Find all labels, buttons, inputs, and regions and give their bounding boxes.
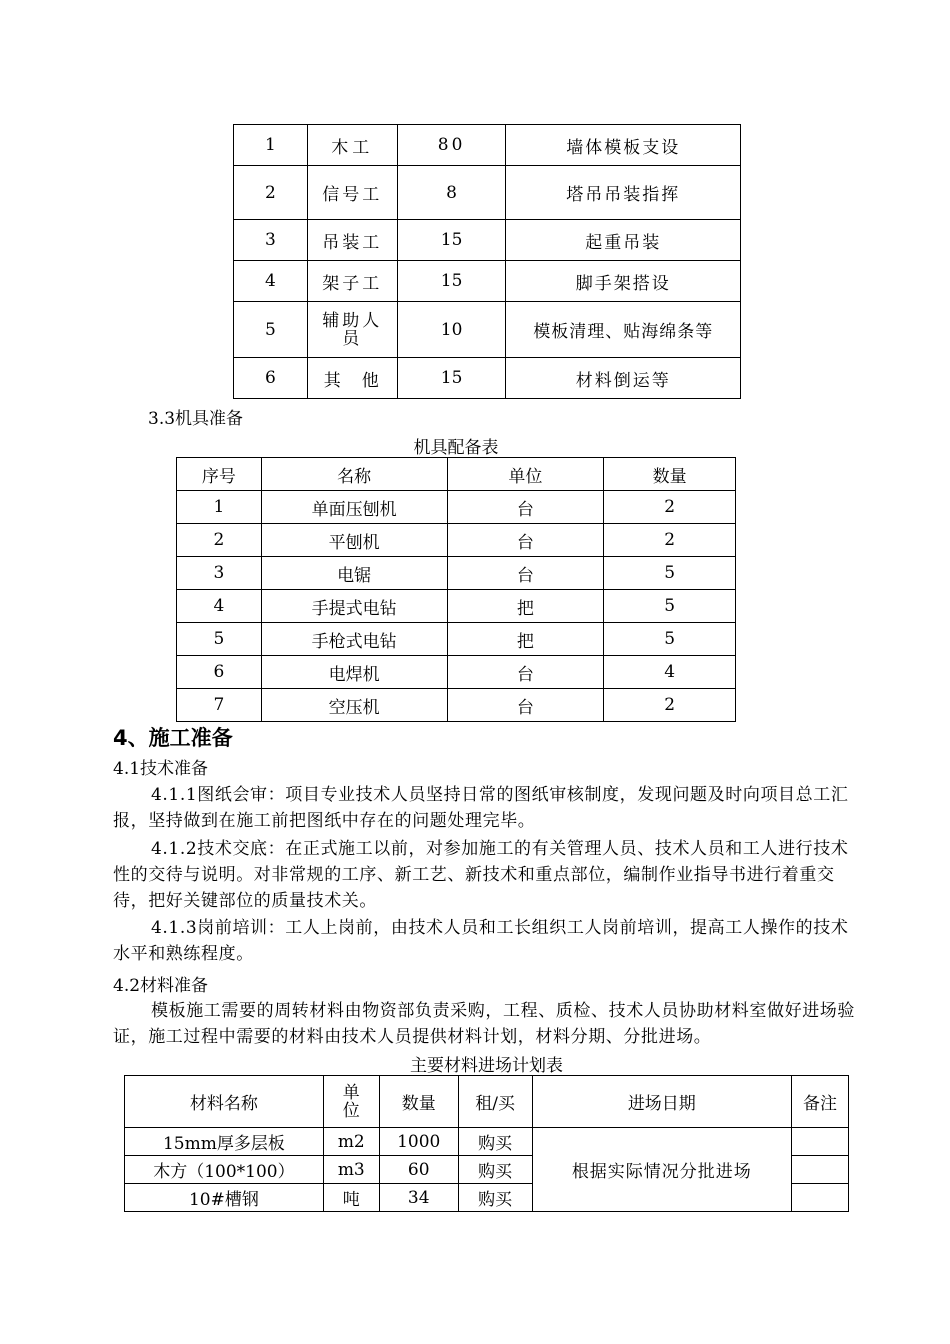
material-rent-buy: 购买: [458, 1156, 532, 1184]
material-unit: 吨: [323, 1184, 379, 1212]
table-row: [177, 557, 736, 590]
paragraph-4-1-2: 4.1.2技术交底：在正式施工以前，对参加施工的有关管理人员、技术人员和工人进行技术性的交待与说明。对非常规的工序、新工艺、新技术和重点部位，编制作业指导书进行着重交待，把好关键部位的质量技术关。: [113, 839, 849, 911]
labor-table: [233, 124, 741, 399]
equip-no: 5: [177, 623, 262, 656]
material-qty: 60: [379, 1156, 458, 1184]
table-row: [177, 590, 736, 623]
equip-unit: 台: [447, 689, 604, 722]
section-4-1-heading: 4.1技术准备: [113, 759, 209, 779]
table-header-row: [125, 1076, 849, 1128]
table-row: [177, 623, 736, 656]
material-name: 10#槽钢: [125, 1184, 324, 1212]
table-row: [234, 261, 741, 302]
equip-name: 电锯: [261, 557, 447, 590]
equip-qty: 2: [604, 491, 736, 524]
equip-no: 7: [177, 689, 262, 722]
equip-no: 2: [177, 524, 262, 557]
header-qty: 数量: [379, 1076, 458, 1128]
labor-task: 塔吊吊装指挥: [506, 166, 741, 220]
labor-count: 15: [397, 220, 506, 261]
labor-type: [307, 302, 397, 358]
material-name: 木方（100*100）: [125, 1156, 324, 1184]
material-qty: 34: [379, 1184, 458, 1212]
material-unit: m3: [323, 1156, 379, 1184]
equip-name: 单面压刨机: [261, 491, 447, 524]
labor-no: 1: [234, 125, 308, 166]
material-rent-buy: 购买: [458, 1128, 532, 1156]
equip-unit: 台: [447, 656, 604, 689]
table-row: [234, 358, 741, 399]
equip-unit: 把: [447, 623, 604, 656]
labor-task: 模板清理、贴海绵条等: [506, 302, 741, 358]
equip-no: 4: [177, 590, 262, 623]
labor-type-line1: 辅助人: [322, 310, 383, 331]
header-date: 进场日期: [532, 1076, 792, 1128]
section-4-heading: 4、施工准备: [113, 726, 233, 750]
labor-task: 起重吊装: [506, 220, 741, 261]
header-unit: 单位: [447, 458, 604, 491]
equip-qty: 4: [604, 656, 736, 689]
header-name: 名称: [261, 458, 447, 491]
equip-name: 空压机: [261, 689, 447, 722]
table-row: [177, 689, 736, 722]
material-remark: [792, 1128, 849, 1156]
labor-task: 墙体模板支设: [506, 125, 741, 166]
equip-unit: 台: [447, 524, 604, 557]
header-no: 序号: [177, 458, 262, 491]
equipment-table-caption: 机具配备表: [413, 438, 499, 458]
equip-unit: 台: [447, 491, 604, 524]
equip-name: 手枪式电钻: [261, 623, 447, 656]
labor-type: 吊装工: [307, 220, 397, 261]
equip-unit: 台: [447, 557, 604, 590]
labor-no: 6: [234, 358, 308, 399]
equip-no: 6: [177, 656, 262, 689]
equip-qty: 5: [604, 623, 736, 656]
equip-qty: 5: [604, 557, 736, 590]
table-row: [177, 491, 736, 524]
table-row: [125, 1128, 849, 1156]
paragraph-4-1-1: 4.1.1图纸会审：项目专业技术人员坚持日常的图纸审核制度，发现问题及时向项目总工汇报，坚持做到在施工前把图纸中存在的问题处理完毕。: [113, 785, 849, 831]
equip-qty: 2: [604, 524, 736, 557]
labor-count: 80: [397, 125, 506, 166]
table-row: [234, 166, 741, 220]
table-row: [234, 125, 741, 166]
equip-no: 1: [177, 491, 262, 524]
equip-name: 平刨机: [261, 524, 447, 557]
labor-count: 15: [397, 358, 506, 399]
material-remark: [792, 1156, 849, 1184]
header-material-name: 材料名称: [125, 1076, 324, 1128]
equipment-table: [176, 457, 736, 722]
labor-no: 4: [234, 261, 308, 302]
table-row: [234, 302, 741, 358]
equip-qty: 5: [604, 590, 736, 623]
labor-count: 8: [397, 166, 506, 220]
header-unit-line2: 位: [342, 1100, 360, 1121]
material-date-merged: 根据实际情况分批进场: [532, 1128, 792, 1212]
labor-type: 信号工: [307, 166, 397, 220]
labor-task: 脚手架搭设: [506, 261, 741, 302]
labor-no: 2: [234, 166, 308, 220]
labor-type: 其 他: [307, 358, 397, 399]
header-qty: 数量: [604, 458, 736, 491]
labor-type: 木工: [307, 125, 397, 166]
equip-no: 3: [177, 557, 262, 590]
table-header-row: [177, 458, 736, 491]
paragraph-4-1-3: 4.1.3岗前培训：工人上岗前，由技术人员和工长组织工人岗前培训，提高工人操作的技术水平和熟练程度。: [113, 918, 849, 964]
material-table: [124, 1075, 849, 1212]
section-4-2-heading: 4.2材料准备: [113, 976, 209, 996]
labor-no: 3: [234, 220, 308, 261]
labor-count: 10: [397, 302, 506, 358]
material-name: 15mm厚多层板: [125, 1128, 324, 1156]
header-unit: [323, 1076, 379, 1128]
header-unit-line1: 单: [342, 1082, 360, 1103]
labor-type: 架子工: [307, 261, 397, 302]
paragraph-4-2: 模板施工需要的周转材料由物资部负责采购，工程、质检、技术人员协助材料室做好进场验证，施工过程中需要的材料由技术人员提供材料计划，材料分期、分批进场。: [113, 1001, 855, 1047]
equip-qty: 2: [604, 689, 736, 722]
header-rent-buy: 租/买: [458, 1076, 532, 1128]
section-3-3-heading: 3.3机具准备: [148, 409, 244, 429]
material-remark: [792, 1184, 849, 1212]
equip-unit: 把: [447, 590, 604, 623]
material-table-caption: 主要材料进场计划表: [410, 1056, 563, 1076]
equip-name: 手提式电钻: [261, 590, 447, 623]
material-unit: m2: [323, 1128, 379, 1156]
equip-name: 电焊机: [261, 656, 447, 689]
table-row: [177, 656, 736, 689]
labor-type-line2: 员: [342, 328, 363, 349]
table-row: [177, 524, 736, 557]
table-row: [234, 220, 741, 261]
header-remark: 备注: [792, 1076, 849, 1128]
labor-count: 15: [397, 261, 506, 302]
material-qty: 1000: [379, 1128, 458, 1156]
labor-no: 5: [234, 302, 308, 358]
material-rent-buy: 购买: [458, 1184, 532, 1212]
labor-task: 材料倒运等: [506, 358, 741, 399]
